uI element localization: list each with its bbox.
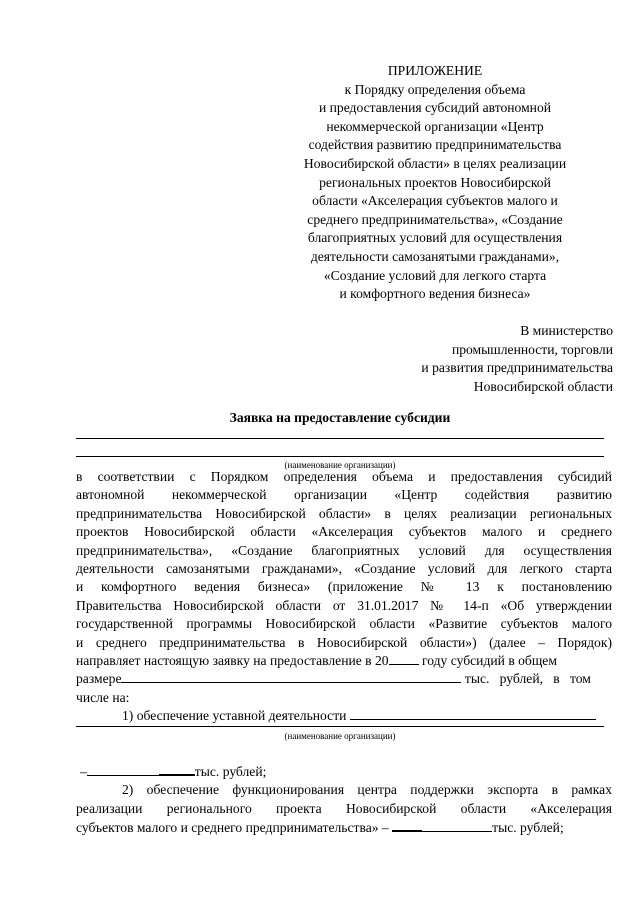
appendix-line: содействия развитию предпринимательства: [308, 137, 562, 153]
request-suffix: году субсидий в общем: [422, 652, 557, 668]
addressee-block: [421, 322, 613, 396]
organization-name-field-line-2[interactable]: [76, 456, 604, 457]
appendix-heading: ПРИЛОЖЕНИЕ: [387, 63, 483, 78]
body-line: в соответствии с Порядком определения объема и предоставления субсидий: [76, 469, 612, 484]
item-2-suffix: тыс. рублей;: [492, 820, 564, 836]
appendix-line: к Порядку определения объема: [344, 81, 526, 97]
appendix-line: некоммерческой организации «Центр: [326, 118, 544, 134]
item-2-amount-field-ext[interactable]: [422, 819, 492, 832]
body-line: Правительства Новосибирской области от 31.01.2017 № 14-п «Об утверждении: [76, 597, 612, 613]
addressee-line: и развития предпринимательства: [421, 360, 613, 376]
amount-prefix: размере: [76, 671, 122, 687]
appendix-line: области «Акселерация субъектов малого и: [312, 193, 558, 209]
organization-name-field-line-1[interactable]: [76, 438, 604, 439]
organization-name-caption: (наименование организации): [284, 460, 396, 470]
including-line: числе на:: [76, 689, 130, 705]
request-prefix: направляет настоящую заявку на предоставление в 20: [76, 652, 389, 668]
item-1-organization-field[interactable]: [76, 726, 604, 727]
appendix-line: региональных проектов Новосибирской: [319, 174, 551, 190]
application-body: [76, 468, 612, 726]
application-body-items: [76, 762, 612, 838]
item-1-amount-suffix: тыс. рублей;: [194, 764, 267, 779]
body-line: и среднего предпринимательства в Новосибирской области») (далее – Порядок): [76, 634, 612, 650]
amount-line: [76, 670, 612, 688]
item-2-line-2: реализации регионального проекта Новосибирской области «Акселерация: [76, 800, 612, 816]
appendix-line: деятельности самозанятыми гражданами»,: [310, 248, 560, 264]
body-line: деятельности самозанятыми гражданами», «Создание условий для легкого старта: [76, 560, 612, 576]
body-line: и комфортного ведения бизнеса» (приложение № 13 к постановлению: [76, 579, 612, 595]
appendix-line: благоприятных условий для осуществления: [307, 230, 563, 246]
request-year-line: [76, 652, 612, 670]
body-line: автономной некоммерческой организации «Центр содействия развитию: [76, 487, 612, 503]
appendix-line: и предоставления субсидий автономной: [318, 100, 552, 116]
addressee-line: В министерство: [520, 323, 613, 338]
addressee-line: промышленности, торговли: [451, 341, 613, 357]
appendix-line: Новосибирской области» в целях реализации: [303, 155, 567, 171]
appendix-line: среднего предпринимательства», «Создание: [307, 211, 563, 227]
item-1-amount-field-ext[interactable]: [159, 762, 195, 776]
item-2-line-1: 2) обеспечение функционирования центра поддержки экспорта в рамках: [122, 782, 612, 798]
year-field[interactable]: [389, 652, 419, 665]
item-2-amount-field[interactable]: [392, 818, 422, 832]
item-1-field[interactable]: [350, 707, 596, 720]
item-1-amount-line: [76, 762, 612, 781]
body-line: предпринимательства», «Создание благоприятных условий для осуществления: [76, 542, 612, 558]
item-1-amount-field[interactable]: [87, 763, 159, 776]
item-2-line-3: [76, 818, 612, 837]
appendix-line: и комфортного ведения бизнеса»: [339, 286, 531, 302]
addressee-line: Новосибирской области: [473, 378, 613, 394]
item-1-amount-prefix: –: [80, 764, 87, 779]
organization-name-caption-2: (наименование организации): [284, 731, 396, 741]
body-line: предпринимательства Новосибирской области» в целях реализации региональных: [76, 505, 612, 521]
amount-suffix: тыс. рублей, в том: [464, 671, 591, 687]
document-title: Заявка на предоставление субсидии: [229, 410, 451, 425]
item-1-label: 1) обеспечение уставной деятельности: [122, 708, 347, 724]
item-2-prefix: субъектов малого и среднего предпринимательства» –: [76, 820, 389, 836]
appendix-header: [300, 62, 570, 304]
body-line: государственной программы Новосибирской области «Развитие субъектов малого: [76, 616, 612, 632]
appendix-line: «Создание условий для легкого старта: [323, 267, 547, 283]
body-line: проектов Новосибирской области «Акселерация субъектов малого и среднего: [76, 524, 612, 540]
item-1-line: [76, 707, 612, 725]
total-amount-field[interactable]: [121, 670, 461, 683]
